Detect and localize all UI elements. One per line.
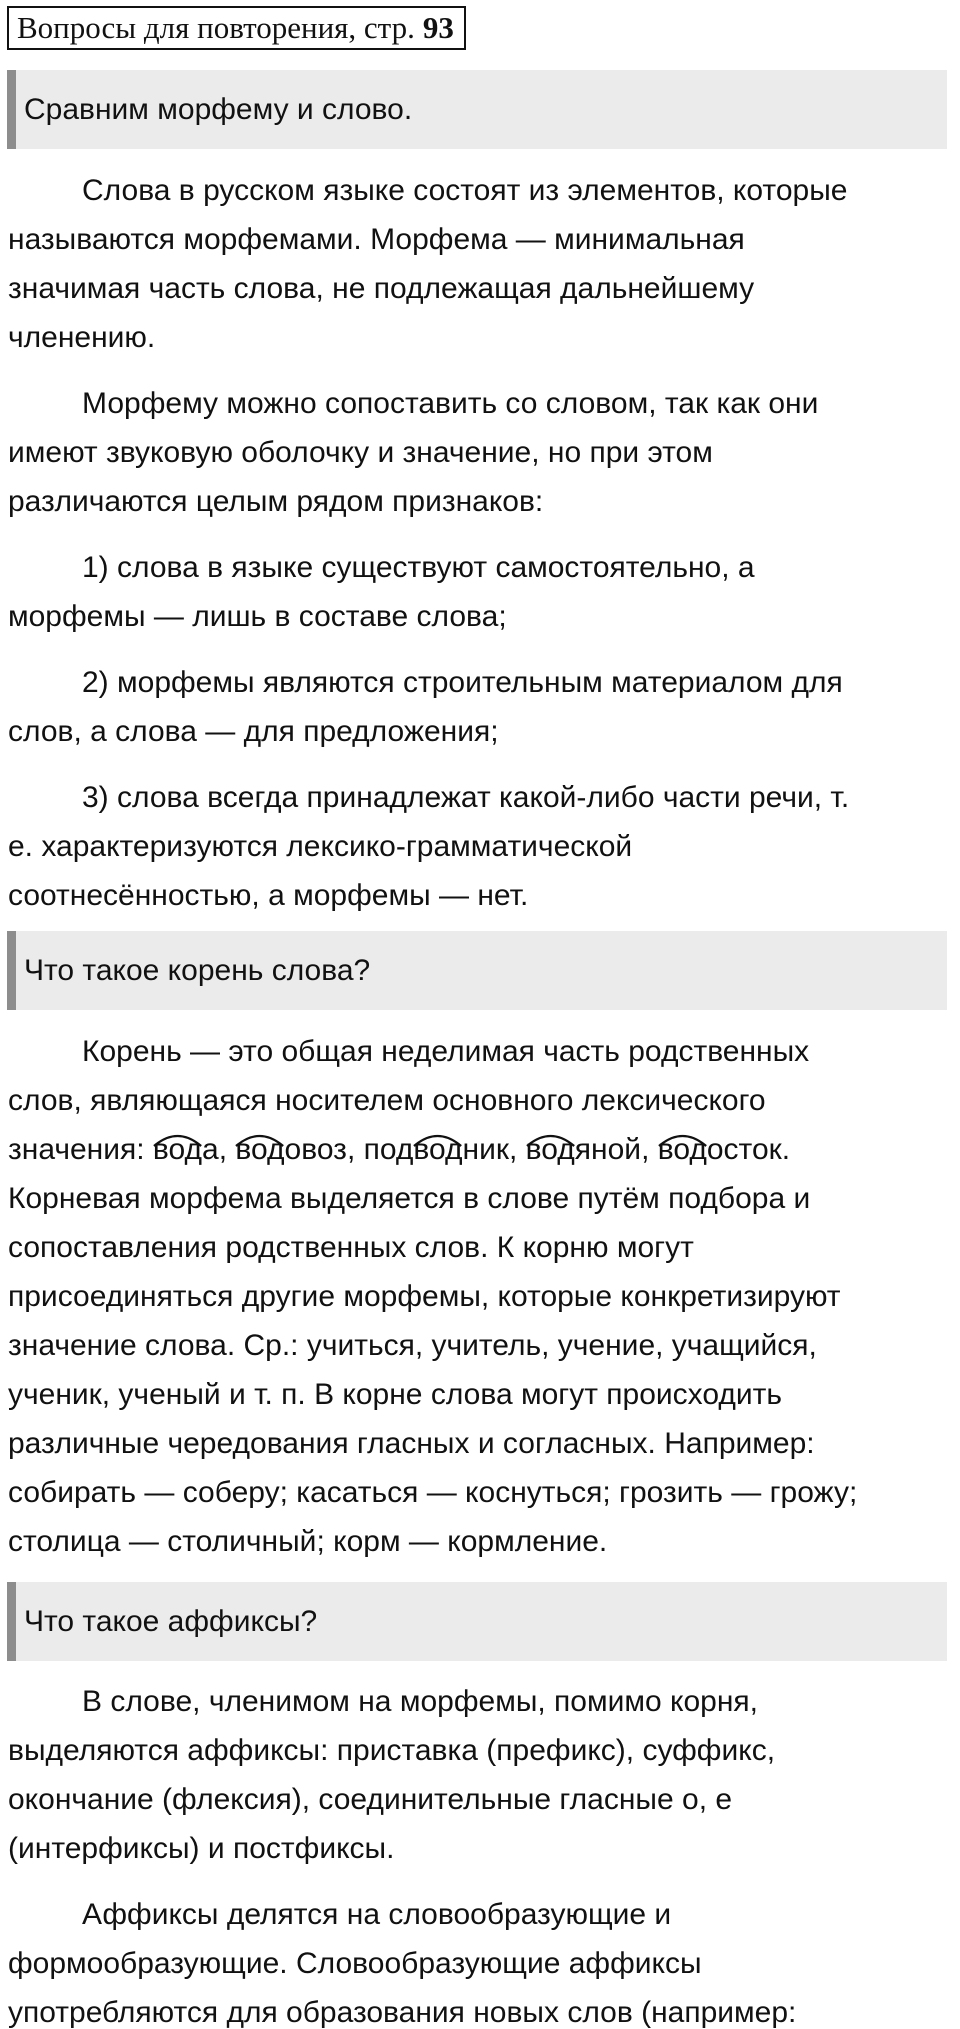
- text-line: столица — столичный; корм — кормление.: [8, 1525, 608, 1558]
- text-line: употребляются для образования новых слов (например:: [8, 1996, 797, 2029]
- root-arc-path: [154, 1136, 201, 1146]
- example-word: [235, 1133, 347, 1166]
- word-root: вод: [657, 1133, 707, 1166]
- page-header-box: [7, 6, 466, 50]
- word-root: вод: [413, 1133, 463, 1166]
- text-line: присоединяться другие морфемы, которые конкретизируют: [8, 1280, 841, 1313]
- text-line: В слове, членимом на морфемы, помимо корня,: [82, 1685, 758, 1718]
- text-line: соотнесённостью, а морфемы — нет.: [8, 879, 529, 912]
- root-arc-path: [236, 1136, 283, 1146]
- text-line: называются морфемами. Морфема — минимальная: [8, 223, 745, 256]
- text-line: морфемы — лишь в составе слова;: [8, 600, 507, 633]
- text-line: членению.: [8, 321, 156, 354]
- text-line: 3) слова всегда принадлежат какой-либо части речи, т.: [82, 781, 850, 814]
- example-word: [658, 1133, 782, 1166]
- text-line: окончание (флексия), соединительные гласные о, е: [8, 1783, 733, 1816]
- text-line: Корневая морфема выделяется в слове путём подбора и: [8, 1182, 811, 1215]
- paragraph: [8, 1890, 952, 2029]
- text-line: Морфему можно сопоставить со словом, так как они: [82, 387, 819, 420]
- example-words-line: [8, 1125, 952, 1174]
- text-line: выделяются аффиксы: приставка (префикс), суффикс,: [8, 1734, 776, 1767]
- separator: .: [781, 1133, 791, 1166]
- page-number: 93: [422, 10, 454, 45]
- word-prefix: под: [363, 1133, 414, 1166]
- root-arc-icon: [413, 1132, 462, 1148]
- word-ending: а: [202, 1133, 219, 1166]
- text-line: слов, а слова — для предложения;: [8, 715, 499, 748]
- text-line: (интерфиксы) и постфиксы.: [8, 1832, 395, 1865]
- text-line: 2) морфемы являются строительным материалом для: [82, 666, 843, 699]
- text-line: собирать — соберу; касаться — коснуться; грозить — грожу;: [8, 1476, 858, 1509]
- separator: ,: [218, 1133, 236, 1166]
- word-ending: овоз: [284, 1133, 347, 1166]
- section-heading-text: Сравним морфему и слово.: [24, 92, 413, 126]
- word-root: вод: [525, 1133, 575, 1166]
- paragraph: [8, 379, 952, 526]
- example-lead-text: значения:: [8, 1133, 153, 1166]
- section-heading-affixes: [7, 1582, 947, 1661]
- section-heading-root: [7, 931, 947, 1010]
- text-line: имеют звуковую оболочку и значение, но при этом: [8, 436, 713, 469]
- text-line: значение слова. Ср.: учиться, учитель, учение, учащийся,: [8, 1329, 817, 1362]
- paragraph: [8, 1027, 952, 1566]
- page-header-title: Вопросы для повторения, стр.: [17, 10, 415, 45]
- text-line: различаются целым рядом признаков:: [8, 485, 544, 518]
- text-line: формообразующие. Словообразующие аффиксы: [8, 1947, 702, 1980]
- text-line: значимая часть слова, не подлежащая дальнейшему: [8, 272, 755, 305]
- section-heading-morpheme-vs-word: [7, 70, 947, 149]
- paragraph: [8, 1677, 952, 1873]
- example-word: [526, 1133, 641, 1166]
- paragraph: [8, 773, 952, 920]
- text-line: сопоставления родственных слов. К корню могут: [8, 1231, 694, 1264]
- root-arc-path: [659, 1136, 706, 1146]
- text-line: Корень — это общая неделимая часть родственных: [82, 1035, 810, 1068]
- example-word: [364, 1133, 509, 1166]
- word-root: вод: [152, 1133, 203, 1166]
- separator: ,: [641, 1133, 658, 1166]
- root-arc-icon: [235, 1132, 284, 1148]
- separator: ,: [346, 1133, 364, 1166]
- text-line: различные чередования гласных и согласных. Например:: [8, 1427, 815, 1460]
- root-arc-path: [527, 1136, 574, 1146]
- text-line: ученик, ученый и т. п. В корне слова могут происходить: [8, 1378, 782, 1411]
- text-line: Аффиксы делятся на словообразующие и: [82, 1898, 672, 1931]
- root-arc-icon: [153, 1132, 202, 1148]
- example-word: [153, 1133, 219, 1166]
- word-ending: осток: [706, 1133, 782, 1166]
- paragraph: [8, 166, 952, 362]
- root-arc-icon: [526, 1132, 575, 1148]
- paragraph: [8, 658, 952, 756]
- text-line: 1) слова в языке существуют самостоятельно, а: [82, 551, 755, 584]
- separator: ,: [508, 1133, 526, 1166]
- text-line: слов, являющаяся носителем основного лексического: [8, 1084, 766, 1117]
- word-root: вод: [235, 1133, 285, 1166]
- root-arc-icon: [658, 1132, 707, 1148]
- text-line: е. характеризуются лексико-грамматической: [8, 830, 633, 863]
- word-ending: яной: [574, 1133, 642, 1166]
- section-heading-text: Что такое аффиксы?: [24, 1604, 318, 1638]
- root-arc-path: [414, 1136, 461, 1146]
- word-ending: ник: [462, 1133, 509, 1166]
- text-line: Слова в русском языке состоят из элементов, которые: [82, 174, 848, 207]
- section-heading-text: Что такое корень слова?: [24, 953, 371, 987]
- paragraph: [8, 543, 952, 641]
